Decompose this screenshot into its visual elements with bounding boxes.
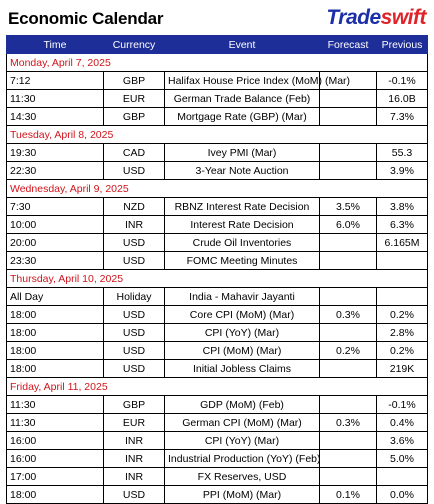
currency-cell: USD: [104, 306, 165, 324]
column-header-currency: Currency: [104, 36, 165, 54]
previous-cell: 0.2%: [377, 342, 428, 360]
currency-cell: EUR: [104, 90, 165, 108]
previous-cell: [377, 288, 428, 306]
previous-cell: 55.3: [377, 144, 428, 162]
table-row: [7, 324, 428, 342]
currency-cell: USD: [104, 252, 165, 270]
forecast-cell: 0.3%: [320, 306, 377, 324]
event-cell: Mortgage Rate (GBP) (Mar): [165, 108, 320, 126]
previous-cell: 2.8%: [377, 324, 428, 342]
currency-cell: INR: [104, 216, 165, 234]
currency-cell: USD: [104, 234, 165, 252]
table-row: [7, 396, 428, 414]
currency-cell: USD: [104, 360, 165, 378]
previous-cell: 3.8%: [377, 198, 428, 216]
time-cell: 11:30: [7, 90, 104, 108]
currency-cell: GBP: [104, 108, 165, 126]
event-cell: Initial Jobless Claims: [165, 360, 320, 378]
time-cell: All Day: [7, 288, 104, 306]
table-row: [7, 288, 428, 306]
previous-cell: 6.165M: [377, 234, 428, 252]
forecast-cell: [320, 108, 377, 126]
economic-calendar-table: [6, 35, 428, 504]
forecast-cell: [320, 234, 377, 252]
time-cell: 14:30: [7, 108, 104, 126]
forecast-cell: [320, 468, 377, 486]
forecast-cell: [320, 396, 377, 414]
event-cell: PPI (MoM) (Mar): [165, 486, 320, 504]
time-cell: 18:00: [7, 342, 104, 360]
table-row: [7, 486, 428, 504]
time-cell: 18:00: [7, 486, 104, 504]
previous-cell: 3.6%: [377, 432, 428, 450]
date-label: Thursday, April 10, 2025: [7, 270, 428, 288]
forecast-cell: [320, 90, 377, 108]
forecast-cell: [320, 360, 377, 378]
date-row: [7, 180, 428, 198]
event-cell: Ivey PMI (Mar): [165, 144, 320, 162]
previous-cell: 219K: [377, 360, 428, 378]
time-cell: 18:00: [7, 360, 104, 378]
time-cell: 7:30: [7, 198, 104, 216]
event-cell: RBNZ Interest Rate Decision: [165, 198, 320, 216]
previous-cell: 7.3%: [377, 108, 428, 126]
date-label: Wednesday, April 9, 2025: [7, 180, 428, 198]
forecast-cell: [320, 288, 377, 306]
currency-cell: USD: [104, 162, 165, 180]
date-label: Monday, April 7, 2025: [7, 54, 428, 72]
previous-cell: 0.2%: [377, 306, 428, 324]
date-label: Tuesday, April 8, 2025: [7, 126, 428, 144]
table-row: [7, 144, 428, 162]
forecast-cell: [320, 162, 377, 180]
table-row: [7, 342, 428, 360]
column-header-event: Event: [165, 36, 320, 54]
previous-cell: [377, 468, 428, 486]
table-row: [7, 108, 428, 126]
event-cell: German Trade Balance (Feb): [165, 90, 320, 108]
forecast-cell: [320, 144, 377, 162]
table-body: [7, 54, 428, 504]
currency-cell: USD: [104, 486, 165, 504]
currency-cell: NZD: [104, 198, 165, 216]
previous-cell: 0.0%: [377, 486, 428, 504]
currency-cell: USD: [104, 342, 165, 360]
event-cell: FX Reserves, USD: [165, 468, 320, 486]
table-row: [7, 360, 428, 378]
time-cell: 7:12: [7, 72, 104, 90]
forecast-cell: 0.3%: [320, 414, 377, 432]
page-title: Economic Calendar: [8, 9, 164, 28]
event-cell: Interest Rate Decision: [165, 216, 320, 234]
table-row: [7, 90, 428, 108]
time-cell: 19:30: [7, 144, 104, 162]
forecast-cell: 3.5%: [320, 198, 377, 216]
time-cell: 11:30: [7, 414, 104, 432]
time-cell: 18:00: [7, 306, 104, 324]
event-cell: Halifax House Price Index (MoM) (Mar): [165, 72, 320, 90]
event-cell: CPI (YoY) (Mar): [165, 324, 320, 342]
table-row: [7, 216, 428, 234]
forecast-cell: [320, 450, 377, 468]
logo-text-swift: swift: [380, 6, 426, 29]
forecast-cell: [320, 252, 377, 270]
previous-cell: -0.1%: [377, 396, 428, 414]
previous-cell: 0.4%: [377, 414, 428, 432]
currency-cell: GBP: [104, 72, 165, 90]
previous-cell: [377, 252, 428, 270]
event-cell: German CPI (MoM) (Mar): [165, 414, 320, 432]
previous-cell: 5.0%: [377, 450, 428, 468]
forecast-cell: [320, 432, 377, 450]
table-row: [7, 234, 428, 252]
table-row: [7, 414, 428, 432]
currency-cell: CAD: [104, 144, 165, 162]
time-cell: 23:30: [7, 252, 104, 270]
currency-cell: Holiday: [104, 288, 165, 306]
table-row: [7, 252, 428, 270]
event-cell: CPI (MoM) (Mar): [165, 342, 320, 360]
time-cell: 10:00: [7, 216, 104, 234]
event-cell: India - Mahavir Jayanti: [165, 288, 320, 306]
date-row: [7, 54, 428, 72]
event-cell: Industrial Production (YoY) (Feb): [165, 450, 320, 468]
date-row: [7, 126, 428, 144]
table-row: [7, 306, 428, 324]
event-cell: 3-Year Note Auction: [165, 162, 320, 180]
event-cell: CPI (YoY) (Mar): [165, 432, 320, 450]
previous-cell: 6.3%: [377, 216, 428, 234]
time-cell: 11:30: [7, 396, 104, 414]
page-header: [0, 0, 434, 34]
event-cell: Core CPI (MoM) (Mar): [165, 306, 320, 324]
time-cell: 22:30: [7, 162, 104, 180]
forecast-cell: 6.0%: [320, 216, 377, 234]
currency-cell: INR: [104, 432, 165, 450]
table-row: [7, 450, 428, 468]
previous-cell: 16.0B: [377, 90, 428, 108]
previous-cell: -0.1%: [377, 72, 428, 90]
previous-cell: 3.9%: [377, 162, 428, 180]
table-header-row: [7, 36, 428, 54]
currency-cell: GBP: [104, 396, 165, 414]
table-row: [7, 72, 428, 90]
time-cell: 18:00: [7, 324, 104, 342]
date-row: [7, 378, 428, 396]
time-cell: 17:00: [7, 468, 104, 486]
time-cell: 16:00: [7, 432, 104, 450]
currency-cell: INR: [104, 450, 165, 468]
currency-cell: INR: [104, 468, 165, 486]
currency-cell: USD: [104, 324, 165, 342]
table-row: [7, 468, 428, 486]
event-cell: FOMC Meeting Minutes: [165, 252, 320, 270]
table-row: [7, 432, 428, 450]
time-cell: 16:00: [7, 450, 104, 468]
date-row: [7, 270, 428, 288]
forecast-cell: 0.1%: [320, 486, 377, 504]
date-label: Friday, April 11, 2025: [7, 378, 428, 396]
logo-text-trade: Trade: [326, 6, 381, 29]
column-header-forecast: Forecast: [320, 36, 377, 54]
table-row: [7, 198, 428, 216]
forecast-cell: [320, 324, 377, 342]
tradeswift-logo: [326, 6, 426, 30]
event-cell: GDP (MoM) (Feb): [165, 396, 320, 414]
table-row: [7, 162, 428, 180]
time-cell: 20:00: [7, 234, 104, 252]
currency-cell: EUR: [104, 414, 165, 432]
column-header-previous: Previous: [377, 36, 428, 54]
event-cell: Crude Oil Inventories: [165, 234, 320, 252]
forecast-cell: 0.2%: [320, 342, 377, 360]
column-header-time: Time: [7, 36, 104, 54]
